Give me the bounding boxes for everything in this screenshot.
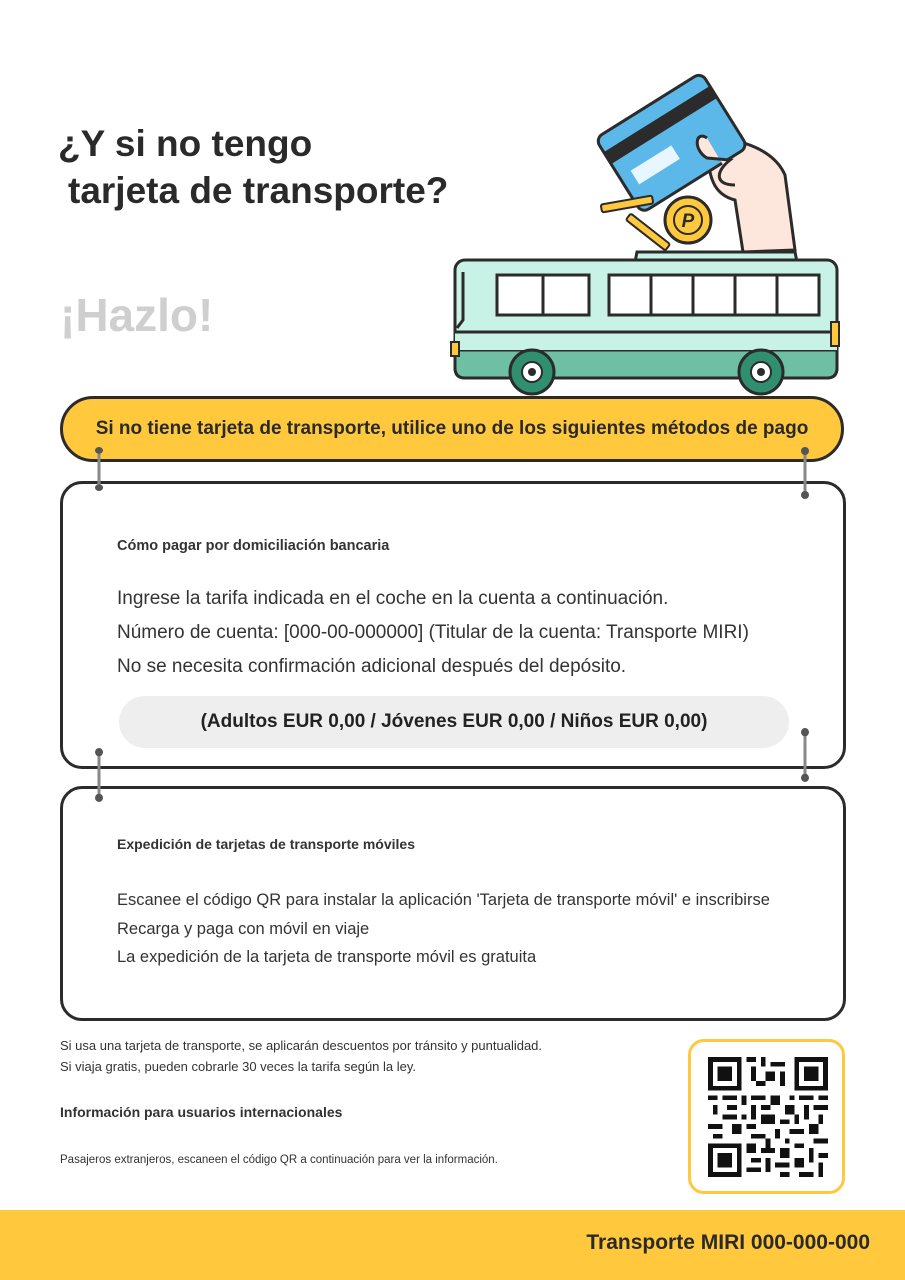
fare-notes [60, 1036, 542, 1077]
coin-icon [665, 197, 711, 243]
footer-contact: Transporte MIRI 000-000-000 [586, 1231, 870, 1254]
fares-pill: (Adultos EUR 0,00 / Jóvenes EUR 0,00 / Niños EUR 0,00) [119, 696, 789, 748]
footer-bar [0, 1210, 905, 1280]
bank-line-3: No se necesita confirmación adicional después del depósito. [117, 656, 627, 677]
bank-line-1: Ingrese la tarifa indicada en el coche en la cuenta a continuación. [117, 588, 669, 609]
title-line-1: ¿Y si no tengo [58, 123, 313, 164]
ring-connector-icon [801, 447, 809, 499]
bus-payment-illustration [445, 60, 845, 400]
note-line-2: Si viaja gratis, pueden cobrarle 30 veces la tarifa según la ley. [60, 1058, 417, 1074]
international-text: Pasajeros extranjeros, escaneen el código QR a continuación para ver la información. [60, 1154, 498, 1166]
payment-methods-banner: Si no tiene tarjeta de transporte, utilice uno de los siguientes métodos de pago [60, 396, 844, 462]
mobile-card-lines [117, 886, 770, 972]
ring-connector-icon [801, 728, 809, 782]
international-title: Información para usuarios internacionales [60, 1104, 343, 1120]
note-line-1: Si usa una tarjeta de transporte, se aplicarán descuentos por tránsito y puntualidad. [60, 1038, 543, 1053]
subtitle: ¡Hazlo! [60, 289, 214, 341]
coin-letter: P [681, 211, 695, 232]
bank-line-2: Número de cuenta: [000-00-000000] (Titular de la cuenta: Transporte MIRI) [117, 622, 749, 643]
mobile-line-1: Escanee el código QR para instalar la aplicación 'Tarjeta de transporte móvil' e inscribirse [117, 891, 770, 909]
bank-transfer-card [60, 481, 846, 769]
page-title [58, 120, 448, 214]
mobile-card-title: Expedición de tarjetas de transporte móviles [117, 836, 415, 852]
bus-icon [451, 252, 839, 394]
ring-connector-icon [95, 748, 103, 802]
mobile-card-card [60, 786, 846, 1021]
bank-card-lines [117, 582, 749, 684]
mobile-line-2: Recarga y paga con móvil en viaje [117, 919, 370, 938]
qr-code-box[interactable] [688, 1039, 845, 1194]
title-line-2: tarjeta de transporte? [68, 170, 449, 211]
ring-connector-icon [95, 447, 103, 491]
qr-code-icon[interactable] [708, 1057, 828, 1177]
mobile-line-3: La expedición de la tarjeta de transporte móvil es gratuita [117, 948, 537, 966]
bank-card-title: Cómo pagar por domiciliación bancaria [117, 538, 390, 554]
